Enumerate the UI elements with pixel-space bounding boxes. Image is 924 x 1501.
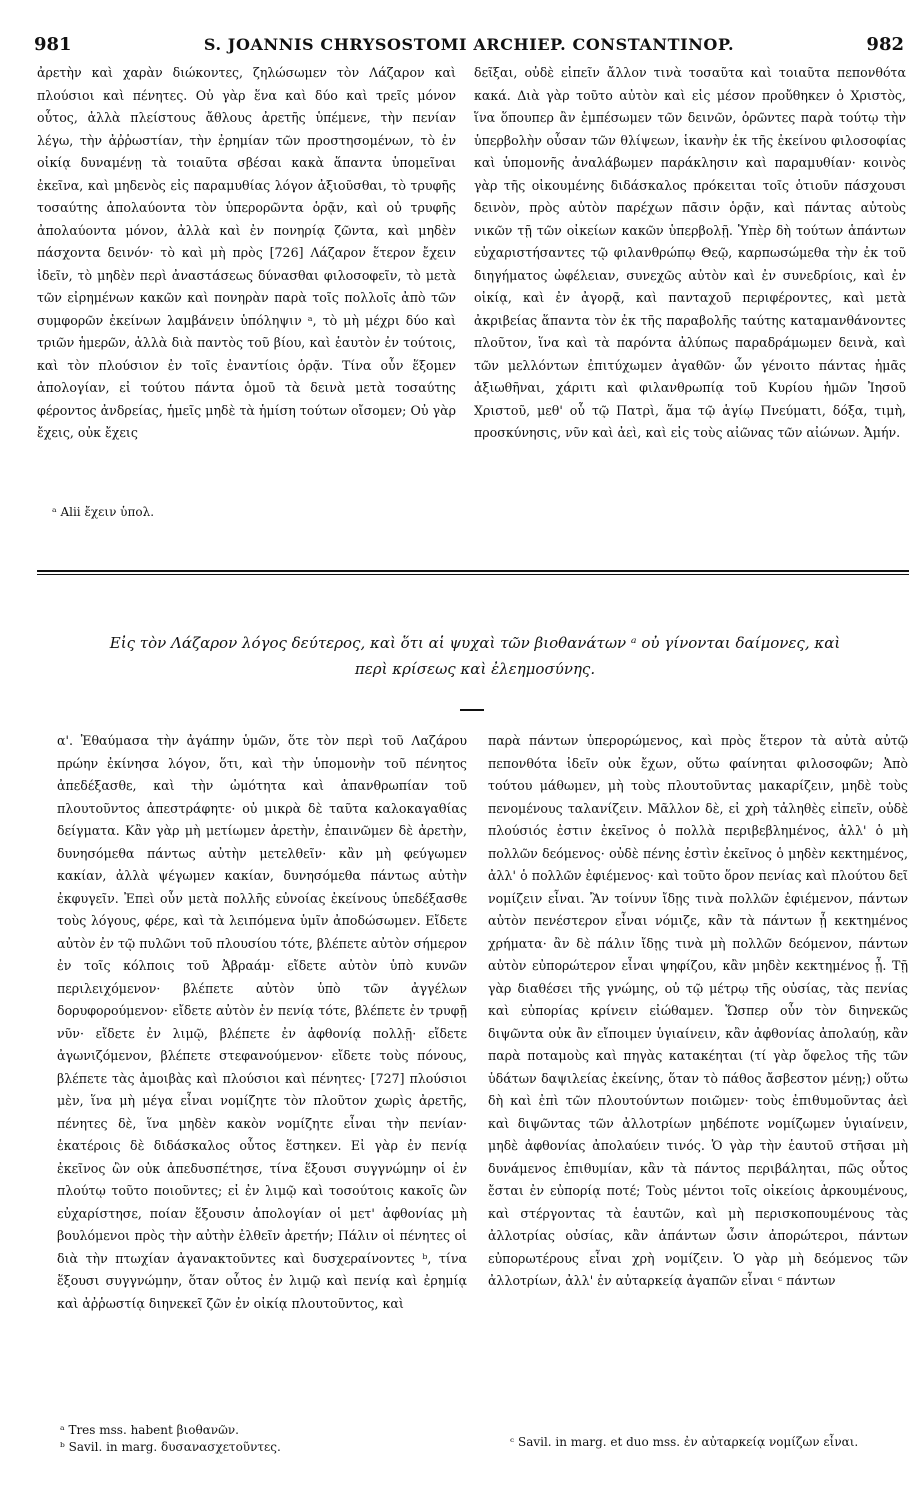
top-left-column [37,62,456,445]
page-header [34,34,904,56]
top-right-column [474,62,906,445]
running-title: S. JOANNIS CHRYSOSTOMI ARCHIEP. CONSTANTINOP. [203,35,735,54]
footnote: ᵇ Savil. in marg. δυσανασχετοῦντες. [60,1440,281,1454]
bottom-left-column [57,730,467,1315]
paragraph: ἀρετὴν καὶ χαρὰν διώκοντες, ζηλώσωμεν τὸν Λάζαρον καὶ πλούσιοι καὶ πένητες. Οὐ γὰρ ἕνα καὶ δύο καὶ τρεῖς μόνον οὗτος, ἀλλὰ πλείστους ἄθλους ἀρετῆς ὑπέμενε, τὴν πενίαν λέγω, τὴν ἀῤῥωστίαν, τὴν ἐρημίαν τῶν προστησομένων, τὸ ἐν οἰκίᾳ δυναμένῃ τὰ τοιαῦτα σβέσαι κακὰ ἅπαντα ὑπομεῖναι ἐκεῖνα, καὶ μηδενὸς εἰς παραμυθίας λόγον ἀξιοῦσθαι, τὸ τρυφῆς τοσαύτης ἀπολαύοντα τὸν ὑπερορῶντα ὁρᾷν, καὶ οὐ τρυφῆς ἀπολαύοντα μόνον, ἀλλὰ καὶ ἐν πονηρίᾳ ζῶντα, καὶ μηδὲν πάσχοντα δεινόν· τὸ καὶ μὴ πρὸς [726] Λάζαρον ἕτερον ἔχειν ἰδεῖν, τὸ μηδὲν περὶ ἀναστάσεως δύνασθαι φιλοσοφεῖν, τὸ μετὰ τῶν εἰρημένων κακῶν καὶ πονηρὰν παρὰ τοῖς πολλοῖς ἀπὸ τῶν συμφορῶν ἐκείνων λαμβάνειν ὑπόληψιν ᵃ, τὸ μὴ μέχρι δύο καὶ τριῶν ἡμερῶν, ἀλλὰ διὰ παντὸς τοῦ βίου, καὶ ἑαυτὸν ἐν τούτοις, καὶ τὸν πλούσιον ἐν τοῖς ἐναντίοις ὁρᾷν. Τίνα οὖν ἕξομεν ἀπολογίαν, εἰ τούτου πάντα ὁμοῦ τὰ δεινὰ μετὰ τοσαύτης φέροντος ἀνδρείας, ἡμεῖς μηδὲ τὰ ἡμίση τούτων οἴσομεν; Οὐ γὰρ ἔχεις, οὐκ ἔχεις [37,65,456,440]
page-number-left: 981 [34,34,72,55]
title-line-2: περὶ κρίσεως καὶ ἐλεημοσύνης. [354,660,596,678]
section-divider [37,570,909,572]
section-divider-inner [37,574,909,575]
title-line-1: Εἰς τὸν Λάζαρον λόγος δεύτερος, καὶ ὅτι αἱ ψυχαὶ τῶν βιοθανάτων ᵃ οὐ γίνονται δαίμονες, καὶ [109,634,841,652]
footnote: ᵃ Alii ἔχειν ὑπολ. [52,505,155,519]
footnotes-left [60,1422,281,1456]
title-rule [460,709,484,711]
paragraph: α'. Ἐθαύμασα τὴν ἀγάπην ὑμῶν, ὅτε τὸν περὶ τοῦ Λαζάρου πρώην ἐκίνησα λόγον, ὅτι, καὶ τὴν ὑπομονὴν τοῦ πένητος ἀπεδέξασθε, καὶ τὴν ὠμότητα καὶ ἀπανθρωπίαν τοῦ πλουτοῦντος ἀπεστράφητε· οὐ μικρὰ δὲ ταῦτα καλοκαγαθίας δείγματα. Κἂν γὰρ μὴ μετίωμεν ἀρετὴν, ἐπαινῶμεν δὲ ἀρετὴν, δυνησόμεθα πάντως αὐτὴν μετελθεῖν· κἂν μὴ φεύγωμεν κακίαν, ἀλλὰ ψέγωμεν κακίαν, δυνησόμεθα πάντως αὐτὴν ἐκφυγεῖν. Ἐπεὶ οὖν μετὰ πολλῆς εὐνοίας ἐκείνους ὑπεδέξασθε τοὺς λόγους, φέρε, καὶ τὰ λειπόμενα ὑμῖν ἀποδώσωμεν. Εἴδετε αὐτὸν ἐν τῷ πυλῶνι τοῦ πλουσίου τότε, βλέπετε αὐτὸν σήμερον ἐν τοῖς κόλποις τοῦ Ἀβραάμ· εἴδετε αὐτὸν ὑπὸ κυνῶν περιλειχόμενον· βλέπετε αὐτὸν ὑπὸ τῶν ἀγγέλων δορυφορούμενον· εἴδετε αὐτὸν ἐν πενίᾳ τότε, βλέπετε ἐν τρυφῇ νῦν· εἴδετε ἐν λιμῷ, βλέπετε ἐν ἀφθονίᾳ πολλῇ· εἴδετε ἀγωνιζόμενον, βλέπετε στεφανούμενον· εἴδετε τοὺς πόνους, βλέπετε τὰς ἀμοιβὰς καὶ πλούσιοι καὶ πένητες· [727] πλούσιοι μὲν, ἵνα μὴ μέγα εἶναι νομίζητε τὸν πλοῦτον χωρὶς ἀρετῆς, πένητες δὲ, ἵνα μηδὲν κακὸν νομίζητε εἶναι τὴν πενίαν· ἑκατέροις δὲ διδάσκαλος οὗτος ἕστηκεν. Εἰ γὰρ ἐν πενίᾳ ἐκεῖνος ὢν οὐκ ἀπεδυσπέτησε, τίνα ἕξουσι συγγνώμην οἱ ἐν πλούτῳ τοῦτο ποιοῦντες; εἰ ἐν λιμῷ καὶ τοσούτοις κακοῖς ὢν εὐχαρίστησε, ποίαν ἕξουσιν ἀπολογίαν οἱ μετ' ἀφθονίας μὴ βουλόμενοι πρὸς τὴν αὐτὴν ἐλθεῖν ἀρετήν; Πάλιν οἱ πένητες οἱ διὰ τὴν πτωχίαν ἀγανακτοῦντες καὶ δυσχεραίνοντες ᵇ, τίνα ἕξουσι συγγνώμην, ὅταν οὗτος ἐν λιμῷ καὶ πενίᾳ καὶ ἐρημίᾳ καὶ ἀῤῥωστίᾳ διηνεκεῖ ζῶν ἐν οἰκίᾳ πλουτοῦντος, καὶ [57,733,467,1311]
footnote: ᵃ Tres mss. habent βιοθανῶν. [60,1423,239,1437]
paragraph: δεῖξαι, οὐδὲ εἰπεῖν ἄλλον τινὰ τοσαῦτα καὶ τοιαῦτα πεπονθότα κακά. Διὰ γὰρ τοῦτο αὐτὸν καὶ εἰς μέσον προὔθηκεν ὁ Χριστὸς, ἵνα ὅπουπερ ἂν ἐμπέσωμεν τῶν δεινῶν, ὁρῶντες παρὰ τούτῳ τὴν ὑπερβολὴν οὖσαν τῶν θλίψεων, ἱκανὴν ἐκ τῆς ἐκείνου φιλοσοφίας καὶ ὑπομονῆς ἀναλάβωμεν παράκλησιν καὶ παραμυθίαν· κοινὸς γὰρ τῆς οἰκουμένης διδάσκαλος πρόκειται τοῖς ὁτιοῦν πάσχουσι δεινὸν, πρὸς αὐτὸν παρέχων πᾶσιν ὁρᾷν, καὶ πάντας αὐτοὺς νικῶν τῇ τῶν οἰκείων κακῶν ὑπερβολῇ. Ὑπὲρ δὴ τούτων ἁπάντων εὐχαριστήσαντες τῷ φιλανθρώπῳ Θεῷ, καρπωσώμεθα τὴν ἐκ τοῦ διηγήματος ὠφέλειαν, συνεχῶς αὐτὸν καὶ ἐν συνεδρίοις, καὶ ἐν οἰκίᾳ, καὶ ἐν ἀγορᾷ, καὶ πανταχοῦ περιφέροντες, καὶ μετὰ ἀκριβείας ἅπαντα τὸν ἐκ τῆς παραβολῆς ταύτης καταμανθάνοντες πλοῦτον, ἵνα καὶ τὰ παρόντα ἀλύπως παραδράμωμεν δεινὰ, καὶ τῶν μελλόντων ἐπιτύχωμεν ἀγαθῶν· ὧν γένοιτο πάντας ἡμᾶς ἀξιωθῆναι, χάριτι καὶ φιλανθρωπίᾳ τοῦ Κυρίου ἡμῶν Ἰησοῦ Χριστοῦ, μεθ' οὗ τῷ Πατρὶ, ἅμα τῷ ἁγίῳ Πνεύματι, δόξα, τιμὴ, προσκύνησις, νῦν καὶ ἀεὶ, καὶ εἰς τοὺς αἰῶνας τῶν αἰώνων. Ἀμήν. [474,65,906,440]
page-number-right: 982 [866,34,904,55]
homily-title [45,630,905,682]
bottom-right-column [488,730,908,1293]
paragraph: παρὰ πάντων ὑπερορώμενος, καὶ πρὸς ἕτερον τὰ αὐτὰ αὐτῷ πεπονθότα ἰδεῖν οὐκ ἔχων, οὕτω φαίνηται φιλοσοφῶν; Ἀπὸ τούτου μάθωμεν, μὴ τοὺς πλουτοῦντας μακαρίζειν, μηδὲ τοὺς πενομένους ταλανίζειν. Μᾶλλον δὲ, εἰ χρὴ τἀληθὲς εἰπεῖν, οὐδὲ πλούσιός ἐστιν ἐκεῖνος ὁ πολλὰ περιβεβλημένος, ἀλλ' ὁ μὴ πολλῶν δεόμενος· οὐδὲ πένης ἐστὶν ἐκεῖνος ὁ μηδὲν κεκτημένος, ἀλλ' ὁ πολλῶν ἐφιέμενος· καὶ τοῦτο ὅρον πενίας καὶ πλούτου δεῖ νομίζειν εἶναι. Ἂν τοίνυν ἴδῃς τινὰ πολλῶν ἐφιέμενον, πάντων αὐτὸν πενέστερον εἶναι νόμιζε, κἂν τὰ πάντων ᾖ κεκτημένος χρήματα· ἂν δὲ πάλιν ἴδῃς τινὰ μὴ πολλῶν δεόμενον, πάντων αὐτὸν εὐπορώτερον εἶναι ψηφίζου, κἂν μηδὲν κεκτημένος ᾖ. Τῇ γὰρ διαθέσει τῆς γνώμης, οὐ τῷ μέτρῳ τῆς οὐσίας, τὰς πενίας καὶ εὐπορίας κρίνειν εἰώθαμεν. Ὥσπερ οὖν τὸν διηνεκῶς διψῶντα οὐκ ἂν εἴποιμεν ὑγιαίνειν, κἂν ἀφθονίας ἀπολαύῃ, κἂν παρὰ ποταμοὺς καὶ πηγὰς κατακέηται (τί γὰρ ὄφελος τῆς τῶν ὑδάτων δαψιλείας ἐκείνης, ὅταν τὸ πάθος ἄσβεστον μένῃ;) οὕτω δὴ καὶ ἐπὶ τῶν πλουτούντων ποιῶμεν· τοὺς ἐπιθυμοῦντας ἀεὶ καὶ διψῶντας τῶν ἀλλοτρίων μηδέποτε νομίζωμεν ὑγιαίνειν, μηδὲ ἀφθονίας ἀπολαύειν τινός. Ὁ γὰρ τὴν ἑαυτοῦ στῆσαι μὴ δυνάμενος ἐπιθυμίαν, κἂν τὰ πάντος περιβάληται, πῶς οὗτος ἔσται ἐν εὐπορίᾳ ποτέ; Τοὺς μέντοι τοῖς οἰκείοις ἀρκουμένους, καὶ στέργοντας τὰ ἑαυτῶν, καὶ μὴ περισκοπουμένους τὰς ἀλλοτρίας οὐσίας, κἂν ἁπάντων ὦσιν ἀπορώτεροι, πάντων εὐπορωτέρους εἶναι χρὴ νομίζειν. Ὁ γὰρ μὴ δεόμενος τῶν ἀλλοτρίων, ἀλλ' ἐν αὐταρκείᾳ ἀγαπῶν εἶναι ᶜ πάντων [488,733,908,1288]
footnote: ᶜ Savil. in marg. et duo mss. ἐν αὐταρκείᾳ νομίζων εἶναι. [510,1435,859,1449]
